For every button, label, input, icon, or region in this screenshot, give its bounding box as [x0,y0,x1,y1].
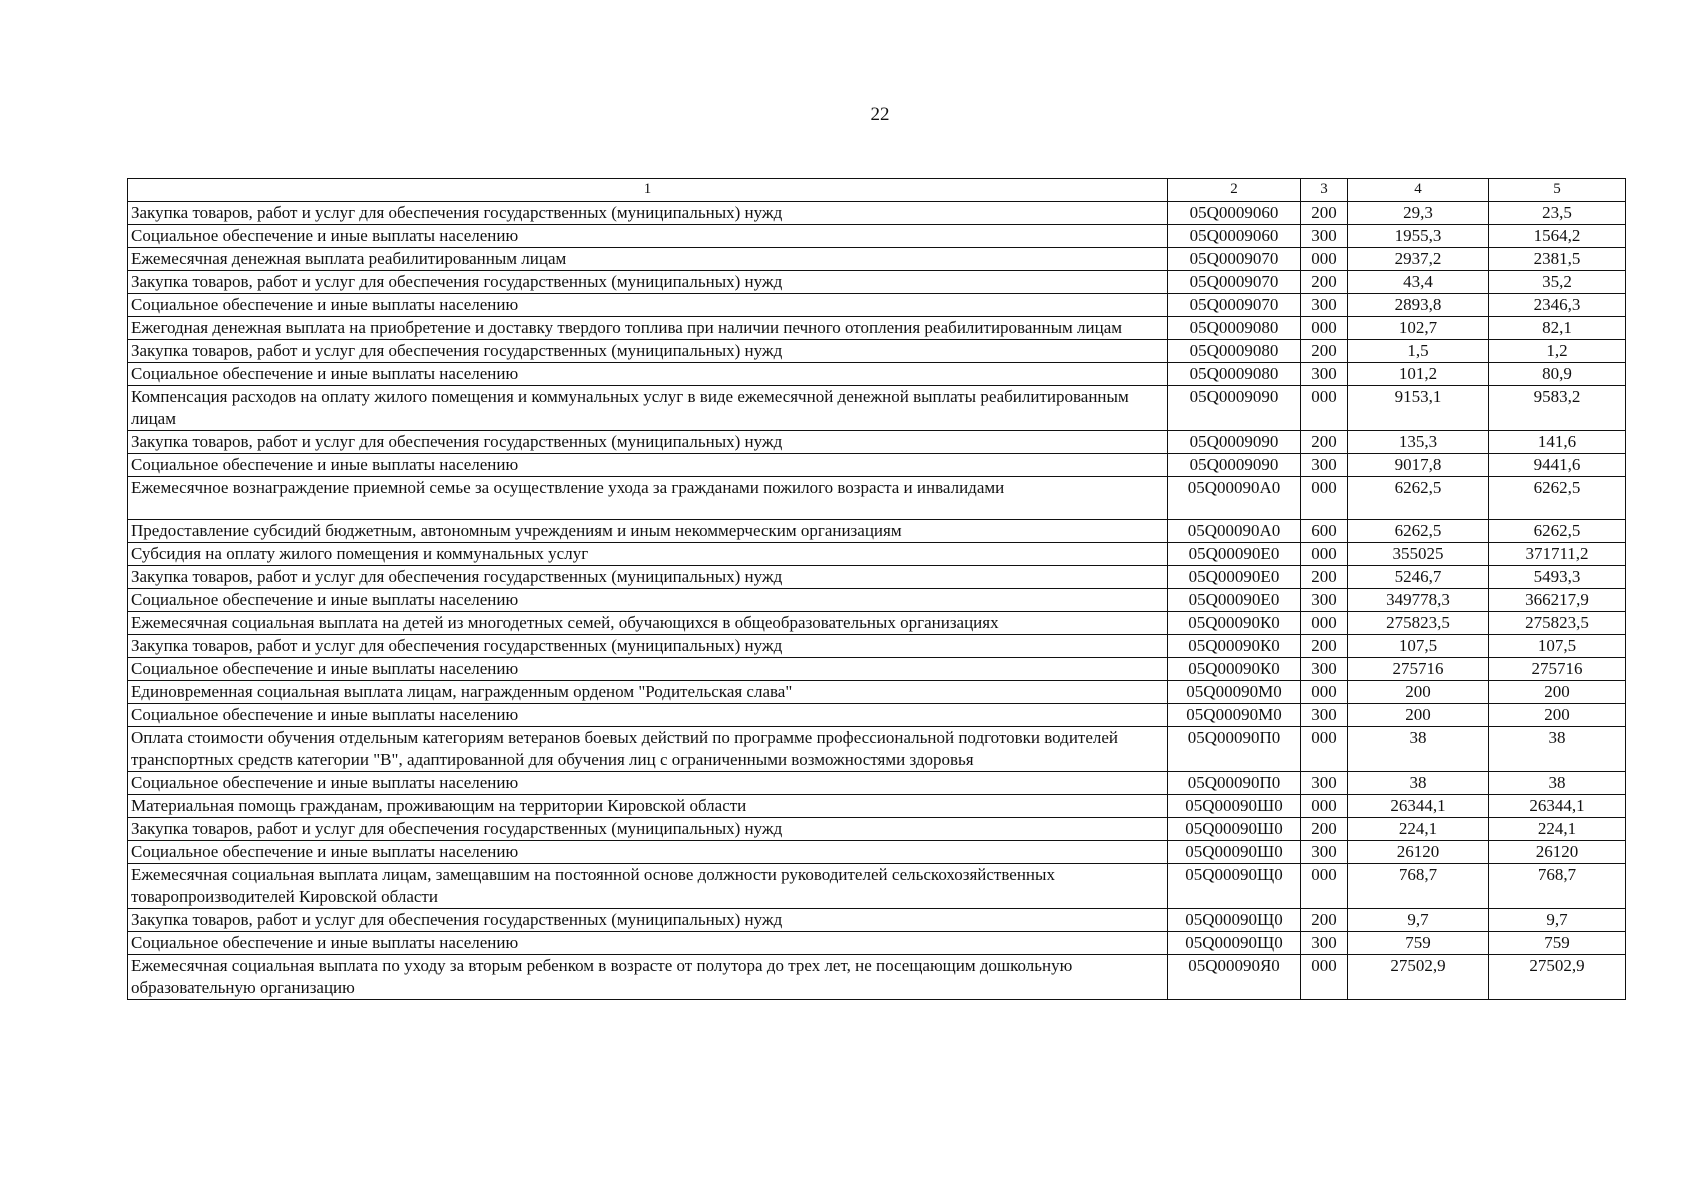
amount-col5-cell: 6262,5 [1489,477,1626,520]
expense-type-cell: 000 [1301,386,1348,431]
table-row [128,727,1626,772]
amount-col4-cell: 27502,9 [1348,955,1489,1000]
table-row [128,681,1626,704]
expense-type-cell: 200 [1301,635,1348,658]
target-code-cell: 05Q00090А0 [1168,477,1301,520]
item-name-cell: Социальное обеспечение и иные выплаты населению [128,589,1168,612]
amount-col4-cell: 43,4 [1348,271,1489,294]
expense-type-cell: 000 [1301,543,1348,566]
budget-table [127,178,1626,1000]
item-name-cell: Ежемесячное вознаграждение приемной семье за осуществление ухода за гражданами пожилого возраста и инвалидами [128,477,1168,520]
expense-type-cell: 200 [1301,566,1348,589]
table-body [128,202,1626,1000]
table-row [128,932,1626,955]
item-name-cell: Материальная помощь гражданам, проживающим на территории Кировской области [128,795,1168,818]
expense-type-cell: 000 [1301,477,1348,520]
item-name-cell: Социальное обеспечение и иные выплаты населению [128,225,1168,248]
expense-type-cell: 600 [1301,520,1348,543]
item-name-cell: Субсидия на оплату жилого помещения и коммунальных услуг [128,543,1168,566]
column-header: 3 [1301,179,1348,202]
expense-type-cell: 200 [1301,431,1348,454]
amount-col5-cell: 82,1 [1489,317,1626,340]
target-code-cell: 05Q00090К0 [1168,612,1301,635]
amount-col4-cell: 9,7 [1348,909,1489,932]
table-row [128,818,1626,841]
item-name-cell: Закупка товаров, работ и услуг для обеспечения государственных (муниципальных) нужд [128,635,1168,658]
amount-col4-cell: 135,3 [1348,431,1489,454]
amount-col4-cell: 26344,1 [1348,795,1489,818]
page-number: 22 [870,104,890,125]
amount-col4-cell: 6262,5 [1348,520,1489,543]
column-header: 1 [128,179,1168,202]
amount-col5-cell: 224,1 [1489,818,1626,841]
amount-col4-cell: 5246,7 [1348,566,1489,589]
table-row [128,841,1626,864]
amount-col4-cell: 1955,3 [1348,225,1489,248]
expense-type-cell: 200 [1301,340,1348,363]
expense-type-cell: 300 [1301,841,1348,864]
expense-type-cell: 300 [1301,772,1348,795]
amount-col4-cell: 9153,1 [1348,386,1489,431]
expense-type-cell: 000 [1301,681,1348,704]
amount-col5-cell: 27502,9 [1489,955,1626,1000]
target-code-cell: 05Q00090П0 [1168,772,1301,795]
item-name-cell: Закупка товаров, работ и услуг для обеспечения государственных (муниципальных) нужд [128,271,1168,294]
item-name-cell: Социальное обеспечение и иные выплаты населению [128,658,1168,681]
item-name-cell: Социальное обеспечение и иные выплаты населению [128,841,1168,864]
item-name-cell: Закупка товаров, работ и услуг для обеспечения государственных (муниципальных) нужд [128,566,1168,589]
table-row [128,454,1626,477]
expense-type-cell: 000 [1301,955,1348,1000]
table-row [128,566,1626,589]
target-code-cell: 05Q00090Я0 [1168,955,1301,1000]
expense-type-cell: 200 [1301,271,1348,294]
target-code-cell: 05Q0009080 [1168,317,1301,340]
target-code-cell: 05Q0009060 [1168,225,1301,248]
table-row [128,589,1626,612]
amount-col4-cell: 107,5 [1348,635,1489,658]
target-code-cell: 05Q0009080 [1168,340,1301,363]
amount-col4-cell: 1,5 [1348,340,1489,363]
amount-col5-cell: 200 [1489,704,1626,727]
item-name-cell: Ежемесячная социальная выплата на детей из многодетных семей, обучающихся в общеобразовательных организациях [128,612,1168,635]
target-code-cell: 05Q00090К0 [1168,635,1301,658]
amount-col4-cell: 768,7 [1348,864,1489,909]
item-name-cell: Закупка товаров, работ и услуг для обеспечения государственных (муниципальных) нужд [128,340,1168,363]
expense-type-cell: 300 [1301,704,1348,727]
amount-col5-cell: 366217,9 [1489,589,1626,612]
item-name-cell: Ежегодная денежная выплата на приобретение и доставку твердого топлива при наличии печного отопления реабилитированным лицам [128,317,1168,340]
target-code-cell: 05Q00090Е0 [1168,566,1301,589]
table-row [128,543,1626,566]
amount-col5-cell: 371711,2 [1489,543,1626,566]
table-row [128,520,1626,543]
amount-col5-cell: 275823,5 [1489,612,1626,635]
amount-col4-cell: 6262,5 [1348,477,1489,520]
table-row [128,317,1626,340]
target-code-cell: 05Q00090Е0 [1168,543,1301,566]
expense-type-cell: 000 [1301,795,1348,818]
amount-col4-cell: 200 [1348,704,1489,727]
item-name-cell: Компенсация расходов на оплату жилого помещения и коммунальных услуг в виде ежемесячной денежной выплаты реабилитированным лицам [128,386,1168,431]
item-name-cell: Социальное обеспечение и иные выплаты населению [128,772,1168,795]
column-header: 5 [1489,179,1626,202]
item-name-cell: Социальное обеспечение и иные выплаты населению [128,704,1168,727]
amount-col4-cell: 759 [1348,932,1489,955]
expense-type-cell: 300 [1301,658,1348,681]
item-name-cell: Оплата стоимости обучения отдельным категориям ветеранов боевых действий по программе профессиональной подготовки водителей транспортных средств категории "В", адаптированной для обучения лиц с ограниченными возможностями здоровья [128,727,1168,772]
item-name-cell: Единовременная социальная выплата лицам, награжденным орденом "Родительская слава" [128,681,1168,704]
table-row [128,635,1626,658]
target-code-cell: 05Q00090Ш0 [1168,795,1301,818]
item-name-cell: Закупка товаров, работ и услуг для обеспечения государственных (муниципальных) нужд [128,818,1168,841]
expense-type-cell: 300 [1301,589,1348,612]
amount-col5-cell: 141,6 [1489,431,1626,454]
expense-type-cell: 300 [1301,363,1348,386]
table-row [128,340,1626,363]
table-row [128,612,1626,635]
target-code-cell: 05Q00090М0 [1168,681,1301,704]
amount-col5-cell: 107,5 [1489,635,1626,658]
expense-type-cell: 000 [1301,317,1348,340]
table-row [128,294,1626,317]
expense-type-cell: 300 [1301,932,1348,955]
amount-col4-cell: 38 [1348,772,1489,795]
table-row [128,477,1626,520]
table-row [128,363,1626,386]
amount-col4-cell: 200 [1348,681,1489,704]
target-code-cell: 05Q0009060 [1168,202,1301,225]
target-code-cell: 05Q00090Ш0 [1168,818,1301,841]
amount-col4-cell: 349778,3 [1348,589,1489,612]
item-name-cell: Социальное обеспечение и иные выплаты населению [128,932,1168,955]
expense-type-cell: 300 [1301,225,1348,248]
amount-col5-cell: 1564,2 [1489,225,1626,248]
amount-col5-cell: 35,2 [1489,271,1626,294]
amount-col4-cell: 102,7 [1348,317,1489,340]
amount-col4-cell: 9017,8 [1348,454,1489,477]
amount-col5-cell: 9441,6 [1489,454,1626,477]
amount-col5-cell: 9,7 [1489,909,1626,932]
table-row [128,772,1626,795]
target-code-cell: 05Q00090М0 [1168,704,1301,727]
amount-col5-cell: 38 [1489,727,1626,772]
table-row [128,225,1626,248]
amount-col5-cell: 23,5 [1489,202,1626,225]
table-row [128,909,1626,932]
amount-col4-cell: 224,1 [1348,818,1489,841]
amount-col5-cell: 759 [1489,932,1626,955]
target-code-cell: 05Q0009090 [1168,454,1301,477]
table-row [128,704,1626,727]
table-row [128,795,1626,818]
item-name-cell: Закупка товаров, работ и услуг для обеспечения государственных (муниципальных) нужд [128,909,1168,932]
item-name-cell: Ежемесячная денежная выплата реабилитированным лицам [128,248,1168,271]
amount-col5-cell: 26120 [1489,841,1626,864]
target-code-cell: 05Q00090А0 [1168,520,1301,543]
target-code-cell: 05Q00090Щ0 [1168,909,1301,932]
table-row [128,658,1626,681]
target-code-cell: 05Q00090Щ0 [1168,864,1301,909]
target-code-cell: 05Q0009090 [1168,431,1301,454]
amount-col4-cell: 101,2 [1348,363,1489,386]
amount-col5-cell: 80,9 [1489,363,1626,386]
column-header: 4 [1348,179,1489,202]
expense-type-cell: 300 [1301,454,1348,477]
target-code-cell: 05Q0009080 [1168,363,1301,386]
amount-col4-cell: 355025 [1348,543,1489,566]
amount-col5-cell: 2346,3 [1489,294,1626,317]
target-code-cell: 05Q0009070 [1168,271,1301,294]
table-row [128,248,1626,271]
amount-col4-cell: 38 [1348,727,1489,772]
amount-col5-cell: 275716 [1489,658,1626,681]
expense-type-cell: 300 [1301,294,1348,317]
target-code-cell: 05Q0009070 [1168,294,1301,317]
expense-type-cell: 000 [1301,612,1348,635]
expense-type-cell: 000 [1301,727,1348,772]
amount-col4-cell: 29,3 [1348,202,1489,225]
expense-type-cell: 000 [1301,864,1348,909]
amount-col5-cell: 26344,1 [1489,795,1626,818]
expense-type-cell: 200 [1301,909,1348,932]
item-name-cell: Ежемесячная социальная выплата по уходу за вторым ребенком в возрасте от полутора до трех лет, не посещающим дошкольную образовательную организацию [128,955,1168,1000]
amount-col5-cell: 768,7 [1489,864,1626,909]
item-name-cell: Предоставление субсидий бюджетным, автономным учреждениям и иным некоммерческим организациям [128,520,1168,543]
target-code-cell: 05Q00090Ш0 [1168,841,1301,864]
target-code-cell: 05Q00090К0 [1168,658,1301,681]
item-name-cell: Ежемесячная социальная выплата лицам, замещавшим на постоянной основе должности руководителей сельскохозяйственных товаропроизводителей Кировской области [128,864,1168,909]
target-code-cell: 05Q00090Щ0 [1168,932,1301,955]
amount-col5-cell: 5493,3 [1489,566,1626,589]
amount-col4-cell: 275823,5 [1348,612,1489,635]
table-row [128,386,1626,431]
amount-col4-cell: 2937,2 [1348,248,1489,271]
table-row [128,431,1626,454]
amount-col5-cell: 200 [1489,681,1626,704]
table-row [128,271,1626,294]
expense-type-cell: 200 [1301,202,1348,225]
target-code-cell: 05Q0009070 [1168,248,1301,271]
expense-type-cell: 000 [1301,248,1348,271]
amount-col5-cell: 9583,2 [1489,386,1626,431]
amount-col5-cell: 1,2 [1489,340,1626,363]
amount-col5-cell: 2381,5 [1489,248,1626,271]
target-code-cell: 05Q00090Е0 [1168,589,1301,612]
item-name-cell: Социальное обеспечение и иные выплаты населению [128,294,1168,317]
table-row [128,202,1626,225]
amount-col4-cell: 26120 [1348,841,1489,864]
table-row [128,864,1626,909]
target-code-cell: 05Q00090П0 [1168,727,1301,772]
target-code-cell: 05Q0009090 [1168,386,1301,431]
item-name-cell: Закупка товаров, работ и услуг для обеспечения государственных (муниципальных) нужд [128,202,1168,225]
item-name-cell: Социальное обеспечение и иные выплаты населению [128,363,1168,386]
item-name-cell: Социальное обеспечение и иные выплаты населению [128,454,1168,477]
column-header: 2 [1168,179,1301,202]
amount-col5-cell: 6262,5 [1489,520,1626,543]
table-row [128,955,1626,1000]
item-name-cell: Закупка товаров, работ и услуг для обеспечения государственных (муниципальных) нужд [128,431,1168,454]
amount-col4-cell: 2893,8 [1348,294,1489,317]
amount-col4-cell: 275716 [1348,658,1489,681]
header-row [128,179,1626,202]
amount-col5-cell: 38 [1489,772,1626,795]
expense-type-cell: 200 [1301,818,1348,841]
